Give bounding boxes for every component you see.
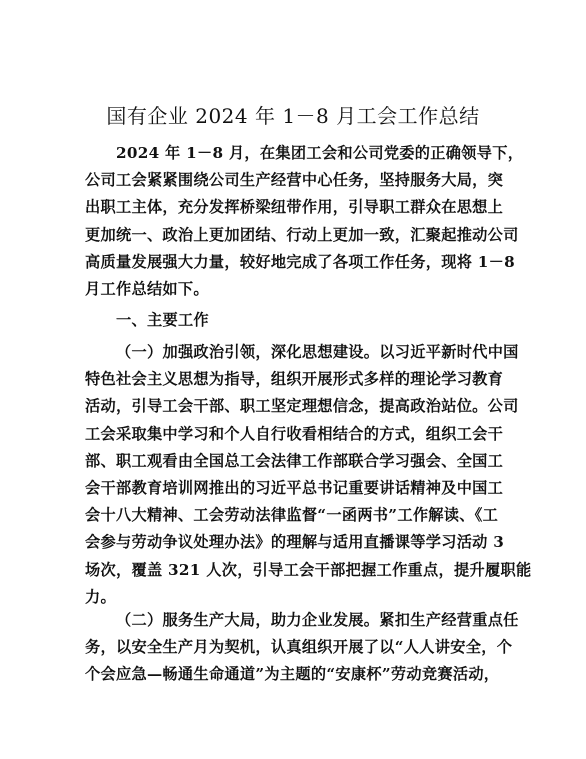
section-heading	[85, 307, 505, 334]
text-line: 更加统一、政治上更加团结、行动上更加一致，汇聚起推动公司	[85, 225, 519, 244]
intro-paragraph	[85, 140, 524, 303]
text-line: 高质量发展强大力量，较好地完成了各项工作任务，现将 1－8	[85, 252, 515, 271]
paragraph-2	[85, 607, 519, 689]
text-line: 场次，覆盖 321 人次，引导工会干部把握工作重点，提升履职能	[85, 560, 532, 579]
text-line: （一）加强政治引领，深化思想建设。以习近平新时代中国	[116, 343, 519, 361]
text-line: 会十八大精神、工会劳动法律监督“一函两书”工作解读、《工	[85, 506, 499, 525]
section-heading-text: 一、主要工作	[116, 311, 209, 329]
text-line: 月工作总结如下。	[85, 279, 209, 298]
text-line: 部、职工观看由全国总工会法律工作部联合学习强会、全国工	[85, 451, 504, 470]
text-line: 特色社会主义思想为指导，组织开展形式多样的理论学习教育	[85, 370, 504, 389]
text-line: 会干部教育培训网推出的习近平总书记重要讲话精神及中国工	[85, 478, 504, 497]
text-line: 会参与劳动争议处理办法》的理解与适用直播课等学习活动 3	[85, 533, 505, 552]
text-line: 出职工主体，充分发挥桥梁纽带作用，引导职工群众在思想上	[85, 198, 504, 217]
text-line: （二）服务生产大局，助力企业发展。紧扣生产经营重点任	[116, 611, 519, 629]
text-line: 个会应急—畅通生命通道”为主题的“安康杯”劳动竞赛活动，	[85, 665, 500, 684]
text-line: 公司工会紧紧围绕公司生产经营中心任务，坚持服务大局，突	[85, 171, 504, 190]
document-title: 国有企业 2024 年 1－8 月工会工作总结	[106, 104, 480, 128]
text-line: 务，以安全生产月为契机，认真组织开展了以“人人讲安全，个	[85, 638, 513, 657]
text-line: 活动，引导工会干部、职工坚定理想信念，提高政治站位。公司	[85, 397, 519, 416]
text-line: 工会采取集中学习和个人自行收看相结合的方式，组织工会干	[85, 424, 504, 443]
text-line: 力。	[85, 587, 116, 606]
text-line: 2024 年 1－8 月，在集团工会和公司党委的正确领导下，	[116, 144, 524, 162]
paragraph-1	[85, 339, 532, 611]
